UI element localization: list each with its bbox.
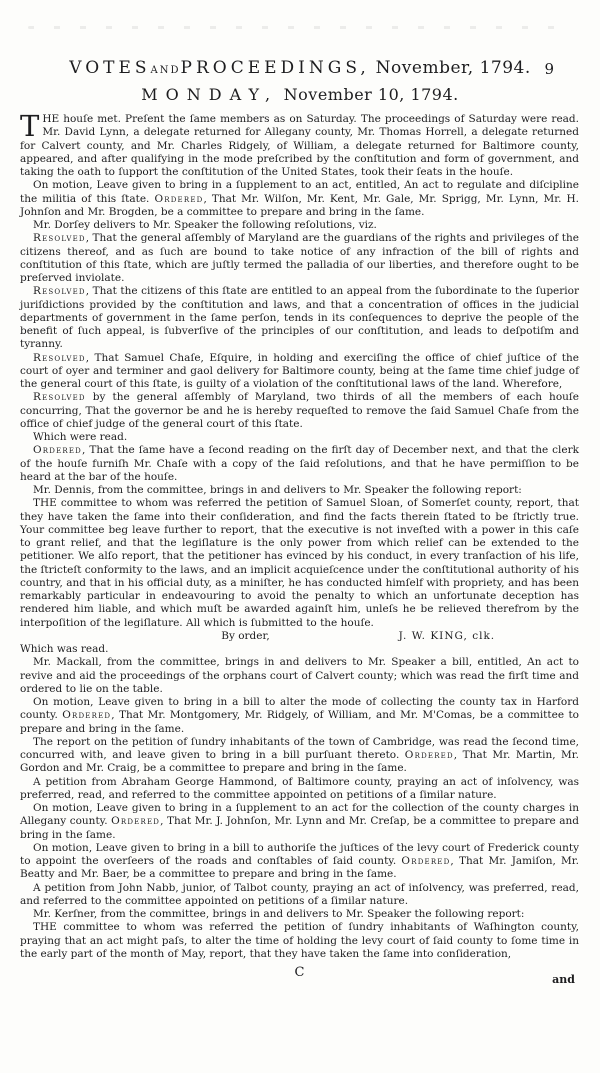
- paragraph: [20, 352, 579, 392]
- paragraph: [20, 484, 579, 497]
- text-run: Ordered: [33, 444, 82, 457]
- text-run: The report on the petition of ſundry inhabitants of the town of Cambridge, was read the ſecond time, concurred with, and leave given to bring in a bill purſuant thereto.: [20, 735, 579, 761]
- journal-title-and: and: [150, 61, 181, 77]
- page-header: [0, 0, 600, 104]
- paragraph: [20, 431, 579, 444]
- text-run: On motion, Leave given to bring in a ſupplement to an act for the collection of the county charges in Allegany county.: [20, 802, 579, 828]
- text-run: Ordered: [154, 192, 204, 205]
- by-order-label: By order,: [221, 629, 270, 642]
- paragraph: [20, 921, 579, 961]
- text-run: by the general aſſembly of Maryland, two thirds of all the members of each houſe concurring, That the governor be and he is hereby requeſted to remove the ſaid Samuel Chaſe from the office of chief judge of the general court of this ſtate.: [20, 391, 579, 430]
- text-run: , That Mr. Jamiſon, Mr. Beatty and Mr. Baer, be a committee to prepare and bring in the ſame.: [20, 855, 579, 881]
- text-run: Resolved: [33, 391, 86, 404]
- text-run: HE houſe met. Preſent the ſame members as on Saturday. The proceedings of Saturday were read. Mr. David Lynn, a delegate returned for Allegany county, Mr. Thomas Horrell, a delegate returned for Calvert county, and Mr. Charles Ridgely, of William, a delegate returned for Baltimore county, appeared, and after qualifying in the mode preſcribed by the conſtitution and form of government, and taking the oath to ſupport the conſtitution of the United States, took their ſeats in the houſe.: [20, 113, 579, 178]
- journal-title-word2: PROCEEDINGS,: [180, 58, 370, 78]
- paragraph: [20, 109, 579, 179]
- text-run: , That Mr. Wilſon, Mr. Kent, Mr. Gale, Mr. Sprigg, Mr. Lynn, Mr. H. Johnſon and Mr. Brogden, be a committee to prepare and bring in the ſame.: [20, 192, 579, 218]
- text-run: A petition from Abraham George Hammond, of Baltimore county, praying an act of inſolvency, was preferred, read, and referred to the committee appointed on petitions of a ſimilar nature.: [20, 775, 579, 801]
- text-run: Mr. Kerſner, from the committee, brings in and delivers to Mr. Speaker the following report:: [33, 908, 525, 920]
- text-run: Ordered: [62, 709, 112, 722]
- text-run: , That the general aſſembly of Maryland are the guardians of the rights and privileges of the citizens thereof, and as ſuch are bound to take notice of any infraction of the bill of rights and conſtitution of this ſtate, which are juſtly termed the palladia of our liberties, and therefore ought to be preſerved inviolate.: [20, 232, 579, 284]
- paragraph: [20, 179, 579, 219]
- text-run: On motion, Leave given to bring in a bill to alter the mode of collecting the county tax in Harford county.: [20, 696, 579, 722]
- text-run: Which were read.: [33, 431, 128, 443]
- text-run: Mr. Dennis, from the committee, brings in and delivers to Mr. Speaker the following report:: [33, 484, 522, 496]
- text-run: Ordered: [404, 749, 454, 761]
- journal-title: [0, 58, 600, 78]
- paragraph: [20, 842, 579, 882]
- paragraph: [20, 285, 579, 351]
- page-body: [20, 109, 580, 961]
- text-run: , That Mr. J. Johnſon, Mr. Lynn and Mr. Creſap, be a committee to prepare and bring in the ſame.: [20, 815, 580, 841]
- text-run: Mr. Mackall, from the committee, brings in and delivers to Mr. Speaker a bill, entitled, An act to revive and aid the proceedings of the orphans court of Calvert county; which was read the firſt time and ordered to lie on the table.: [20, 656, 579, 695]
- text-run: THE committee to whom was referred the petition of ſundry inhabitants of Waſhington county, praying that an act might paſs, to alter the time of holding the levy court of ſaid county to ſome time in the early part of the month of May, report, that they have taken the ſame into conſideration,: [20, 921, 579, 960]
- text-run: , That the citizens of this ſtate are entitled to an appeal from the ſubordinate to the ſuperior juriſdictions provided by the conſtitution and laws, and that a concentration of offices in the judicial departments of government in the ſame perſon, tends in its conſequences to deprive the people of the benefit of ſuch appeal, is ſubverſive of the principles of our conſtitution, and leads to deſpotiſm and tyranny.: [20, 285, 579, 351]
- signature-mark: C: [294, 965, 305, 980]
- text-run: Ordered: [111, 815, 161, 828]
- paragraph: [20, 882, 579, 909]
- text-run: Resolved: [33, 351, 86, 364]
- paragraph: [20, 444, 579, 484]
- paragraph: [20, 643, 579, 656]
- paragraph: [20, 736, 579, 776]
- text-run: A petition from John Nabb, junior, of Talbot county, praying an act of inſolvency, was preferred, read, and referred to the committee appointed on petitions of a ſimilar nature.: [20, 881, 579, 907]
- text-run: Resolved: [33, 232, 86, 245]
- text-run: On motion, Leave given to bring in a ſupplement to an act, entitled, An act to regulate and diſcipline the militia of this ſtate.: [20, 179, 579, 205]
- session-day: MONDAY,: [141, 85, 279, 104]
- paragraph: [20, 802, 579, 842]
- text-run: On motion, Leave given to bring in a bill to authoriſe the juſtices of the levy court of Frederick county to appoint the overſeers of the roads and conſtables of ſaid county.: [20, 841, 579, 867]
- journal-title-word1: VOTES: [69, 58, 151, 78]
- text-run: Which was read.: [20, 643, 109, 655]
- paragraph: [20, 696, 579, 736]
- clerk-signature: J. W. KING, clk.: [398, 629, 496, 642]
- paragraph: [20, 908, 579, 921]
- paragraph: [20, 232, 579, 285]
- text-run: Resolved: [33, 285, 86, 298]
- by-order-line: [20, 630, 579, 643]
- text-run: , That Samuel Chaſe, Eſquire, in holding and exerciſing the office of chief juſtice of the court of oyer and terminer and gaol delivery for Baltimore county, being at the ſame time chief judge of the general court of this ſtate, is guilty of a violation of the conſtitutional laws of the land. Wherefore,: [20, 351, 579, 390]
- text-run: , That Mr. Montgomery, Mr. Ridgely, of William, and Mr. M'Comas, be a committee to prepare and bring in the ſame.: [20, 709, 579, 735]
- text-run: THE committee to whom was referred the petition of Samuel Sloan, of Somerſet county, report, that they have taken the ſame into their conſideration, and find the facts therein ſtated to be ſtrictly true. Your committee beg leave further to report, that the executive is not inveſted with a power in this caſe to grant relief, and that the legiſlature is the only power from which relief can be extended to the petitioner. We alſo report, that the petitioner has evinced by his conduct, in every tranſaction of his life, the ſtricteſt conformity to the laws, and an implicit acquieſcence under the conſtitutional authority of his country, and that in his official duty, as a miniſter, he has conducted himſelf with propriety, and has been remarkably particular in endeavouring to avoid the penalty to which an unfortunate deception has rendered him liable, and which muſt be awarded againſt him, unleſs he be relieved therefrom by the interpoſition of the legiſlature. All which is ſubmitted to the houſe.: [20, 497, 579, 629]
- page-foot: [20, 961, 579, 1001]
- text-run: Mr. Dorſey delivers to Mr. Speaker the following reſolutions, viz.: [33, 219, 377, 231]
- drop-cap: T: [20, 109, 40, 143]
- text-run: Ordered: [401, 855, 451, 867]
- journal-title-date: November, 1794.: [369, 58, 531, 78]
- catchword: and: [552, 973, 575, 986]
- paragraph: [20, 656, 579, 696]
- paragraph: [20, 391, 579, 431]
- page-number: 9: [544, 60, 554, 78]
- session-date: November 10, 1794.: [278, 85, 459, 104]
- paragraph: [20, 219, 579, 232]
- text-run: , That the ſame have a ſecond reading on the firſt day of December next, and that the clerk of the houſe furniſh Mr. Chaſe with a copy of the ſaid reſolutions, and that he have permiſſion to be heard at the bar of the houſe.: [20, 444, 579, 483]
- paragraph: [20, 497, 579, 630]
- paragraph: [20, 776, 579, 803]
- text-run: , That Mr. Martin, Mr. Gordon and Mr. Craig, be a committee to prepare and bring in the ſame.: [20, 749, 580, 775]
- session-day-heading: [0, 85, 600, 104]
